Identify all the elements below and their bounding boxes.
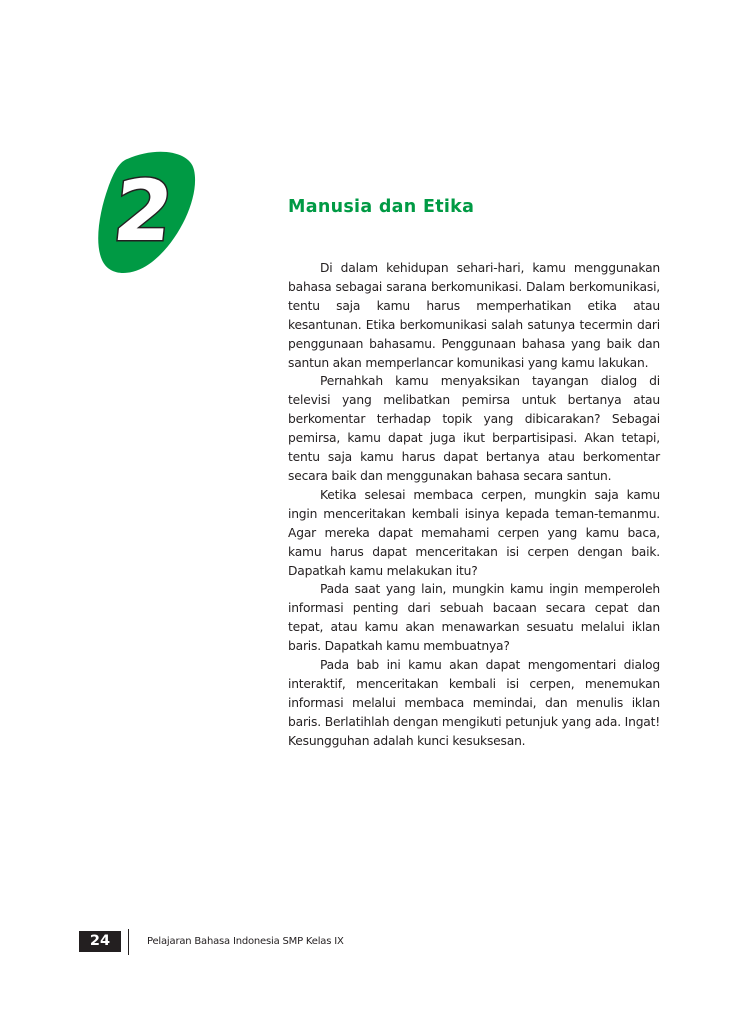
page-number: 24 [79, 931, 121, 952]
intro-paragraph: Pernahkah kamu menyaksikan tayangan dialog di televisi yang melibatkan pemirsa untuk bertanya atau berkomentar terhadap topik yang dibicarakan? Sebagai pemirsa, kamu dapat juga ikut berpartisipasi. Akan tetapi, tentu saja kamu harus dapat bertanya atau berkomentar secara baik dan menggunakan bahasa secara santun. [288, 374, 660, 483]
intro-paragraph: Pada bab ini kamu akan dapat mengomentari dialog interaktif, menceritakan kembali isi cerpen, menemukan informasi melalui membaca memindai, dan menulis iklan baris. Berlatihlah dengan mengikuti petunjuk yang ada. Ingat! Kesungguhan adalah kunci kesuksesan. [288, 658, 660, 748]
chapter-intro-text [288, 259, 660, 751]
footer-divider [128, 929, 129, 955]
book-title: Pelajaran Bahasa Indonesia SMP Kelas IX [147, 936, 344, 947]
chapter-number: 2 [109, 162, 178, 260]
intro-paragraph: Ketika selesai membaca cerpen, mungkin saja kamu ingin menceritakan kembali isinya kepada teman-temanmu. Agar mereka dapat memahami cerpen yang kamu baca, kamu harus dapat menceritakan isi cerpen dengan baik. Dapatkah kamu melakukan itu? [288, 487, 660, 578]
intro-paragraph: Di dalam kehidupan sehari-hari, kamu menggunakan bahasa sebagai sarana berkomunikasi. Dalam berkomunikasi, tentu saja kamu harus memperhatikan etika atau kesantunan. Etika berkomunikasi salah satunya tecermin dari penggunaan bahasamu. Penggunaan bahasa yang baik dan santun akan memperlancar komunikasi yang kamu lakukan. [288, 261, 660, 370]
chapter-title: Manusia dan Etika [288, 197, 475, 217]
intro-paragraph: Pada saat yang lain, mungkin kamu ingin memperoleh informasi penting dari sebuah bacaan secara cepat dan tepat, atau kamu akan menawarkan sesuatu melalui iklan baris. Dapatkah kamu membuatnya? [288, 582, 660, 654]
chapter-number-badge [96, 148, 204, 278]
